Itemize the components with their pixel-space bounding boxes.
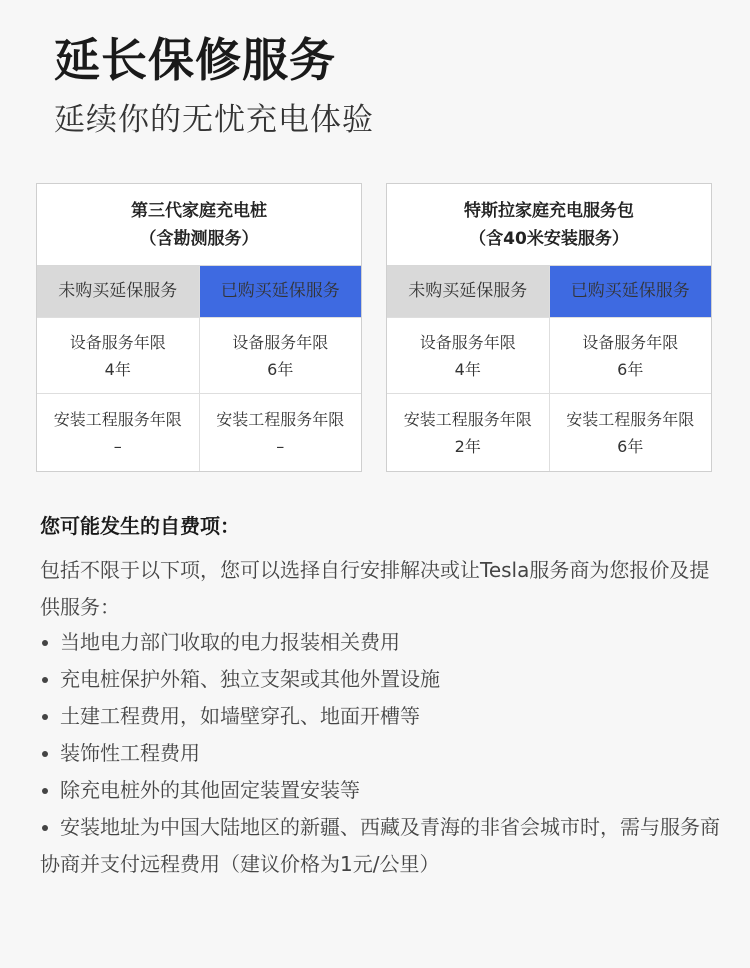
bullet-icon [42,825,48,831]
table-cell [549,318,712,393]
table-cell [549,394,712,471]
list-item-text: 安装地址为中国大陆地区的新疆、西藏及青海的非省会城市时，需与服务商协商并支付远程费用（建议价格为1元/公里） [40,815,720,876]
list-item [40,661,720,698]
table-row [387,318,711,394]
table-cell [199,394,362,471]
list-item-text: 装饰性工程费用 [60,741,200,765]
cell-label: 设备服务年限 [582,332,679,352]
tab-no-extended-warranty[interactable]: 未购买延保服务 [37,266,199,317]
card-title: 特斯拉家庭充电服务包 [464,200,634,221]
tab-extended-warranty[interactable]: 已购买延保服务 [199,266,362,317]
cell-value: 6年 [267,359,294,379]
card-title-note: （含40米安装服务） [469,228,629,249]
fees-heading: 您可能发生的自费项： [40,514,240,538]
cell-value: 2年 [454,436,481,456]
cell-label: 安装工程服务年限 [216,409,345,429]
page-title: 延长保修服务 [54,33,336,87]
cell-value: – [276,436,285,456]
list-item [40,698,720,735]
table-cell [37,394,199,471]
card-title-note: （含勘测服务） [139,228,259,249]
cell-label: 安装工程服务年限 [566,409,695,429]
list-item [40,624,720,661]
list-item-text: 当地电力部门收取的电力报装相关费用 [60,630,400,654]
table-cell [199,318,362,393]
cell-label: 设备服务年限 [69,332,166,352]
bullet-icon [42,677,48,683]
cell-label: 安装工程服务年限 [53,409,182,429]
table-row [37,394,361,471]
cell-label: 安装工程服务年限 [403,409,532,429]
page-subtitle: 延续你的无忧充电体验 [54,102,374,138]
bullet-icon [42,714,48,720]
bullet-icon [42,751,48,757]
card-header [387,184,711,266]
cell-label: 设备服务年限 [419,332,516,352]
bullet-icon [42,788,48,794]
table-cell [387,318,549,393]
list-item-text: 除充电桩外的其他固定装置安装等 [60,778,360,802]
table-cell [37,318,199,393]
list-item [40,809,720,883]
warranty-card-service-pack [386,183,712,472]
cell-value: – [113,436,122,456]
warranty-card-charger [36,183,362,472]
cell-value: 6年 [617,436,644,456]
tab-extended-warranty[interactable]: 已购买延保服务 [549,266,712,317]
table-row [387,394,711,471]
cell-value: 4年 [104,359,131,379]
list-item-text: 充电桩保护外箱、独立支架或其他外置设施 [60,667,440,691]
plan-tabs [37,266,361,318]
list-item-text: 土建工程费用，如墙壁穿孔、地面开槽等 [60,704,420,728]
bullet-icon [42,640,48,646]
cell-value: 6年 [617,359,644,379]
cell-value: 4年 [454,359,481,379]
list-item [40,735,720,772]
list-item [40,772,720,809]
table-cell [387,394,549,471]
table-row [37,318,361,394]
cell-label: 设备服务年限 [232,332,329,352]
card-title: 第三代家庭充电桩 [131,200,267,221]
tab-no-extended-warranty[interactable]: 未购买延保服务 [387,266,549,317]
plan-tabs [387,266,711,318]
fees-list [40,624,720,883]
card-header [37,184,361,266]
fees-intro: 包括不限于以下项，您可以选择自行安排解决或让Tesla服务商为您报价及提供服务： [40,558,710,619]
